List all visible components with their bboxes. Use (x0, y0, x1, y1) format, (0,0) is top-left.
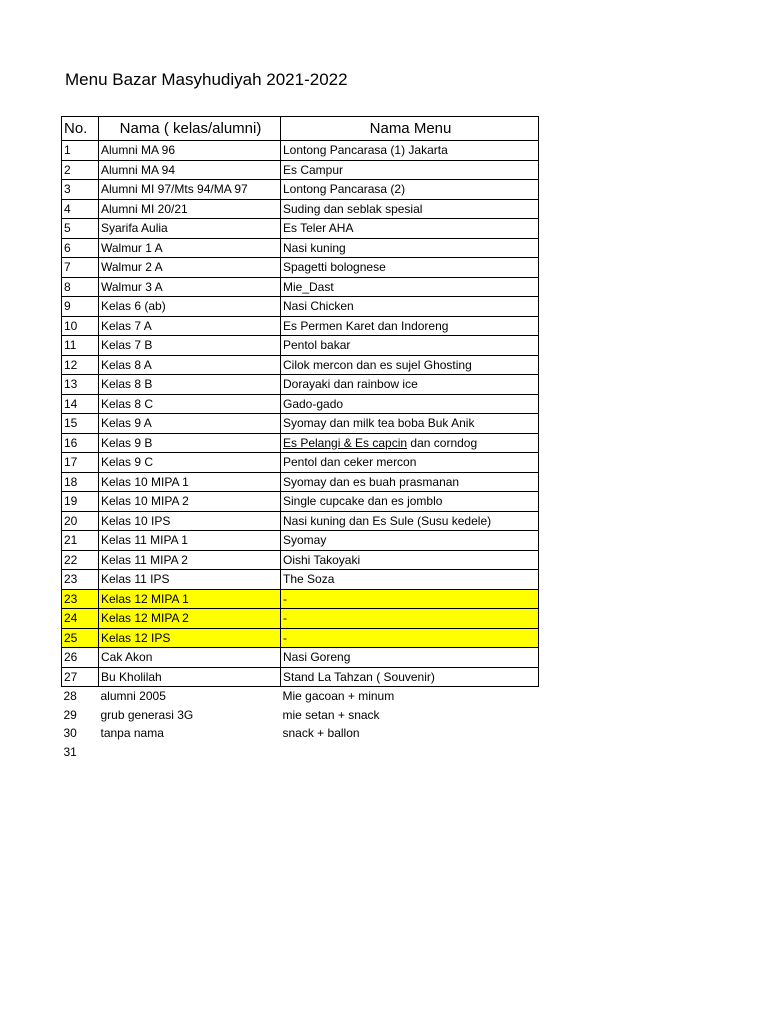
cell-menu: - (281, 609, 539, 629)
table-row (62, 160, 539, 180)
table-row (62, 511, 539, 531)
table-row (62, 492, 539, 512)
cell-menu: mie setan + snack (282, 707, 380, 722)
cell-nama: Kelas 8 A (99, 355, 281, 375)
table-row-unbordered (62, 706, 539, 725)
cell-nama: Syarifa Aulia (99, 219, 281, 239)
cell-menu (281, 743, 539, 762)
cell-menu-underlined: Es Pelangi & Es capcin (283, 435, 408, 450)
cell-no: 10 (62, 316, 99, 336)
cell-no: 6 (62, 238, 99, 258)
cell-menu: Oishi Takoyaki (281, 550, 539, 570)
cell-menu: snack + ballon (282, 726, 360, 741)
page-title: Menu Bazar Masyhudiyah 2021-2022 (65, 70, 348, 89)
cell-menu: Mie_Dast (281, 277, 539, 297)
cell-nama: Kelas 7 B (99, 336, 281, 356)
cell-no: 8 (62, 277, 99, 297)
cell-menu: Nasi Goreng (281, 648, 539, 668)
header-nama: Nama ( kelas/alumni) (99, 117, 281, 141)
cell-no: 24 (62, 609, 99, 629)
cell-nama: Alumni MI 97/Mts 94/MA 97 (99, 180, 281, 200)
cell-no: 27 (62, 667, 99, 687)
cell-nama: Kelas 6 (ab) (99, 297, 281, 317)
cell-nama: Walmur 3 A (99, 277, 281, 297)
table-row-unbordered (62, 687, 539, 706)
table-row (62, 180, 539, 200)
cell-no: 13 (62, 375, 99, 395)
table-row (62, 667, 539, 687)
cell-menu: Es Teler AHA (281, 219, 539, 239)
cell-menu: Cilok mercon dan es sujel Ghosting (281, 355, 539, 375)
cell-menu: Syomay dan milk tea boba Buk Anik (281, 414, 539, 434)
cell-menu: Gado-gado (281, 394, 539, 414)
cell-no: 1 (62, 141, 99, 161)
table-row (62, 394, 539, 414)
cell-nama: Kelas 9 C (99, 453, 281, 473)
cell-menu: Spagetti bolognese (281, 258, 539, 278)
cell-no: 4 (62, 199, 99, 219)
cell-nama: Kelas 9 B (99, 433, 281, 453)
cell-nama (99, 743, 281, 762)
cell-menu: Stand La Tahzan ( Souvenir) (281, 667, 539, 687)
table-row (62, 238, 539, 258)
cell-nama: Kelas 11 MIPA 1 (99, 531, 281, 551)
cell-menu: Pentol dan ceker mercon (281, 453, 539, 473)
cell-nama: Kelas 11 MIPA 2 (99, 550, 281, 570)
cell-no: 14 (62, 394, 99, 414)
cell-nama: Walmur 2 A (99, 258, 281, 278)
table-row (62, 453, 539, 473)
cell-no: 7 (62, 258, 99, 278)
table-row (62, 472, 539, 492)
cell-no: 29 (63, 707, 77, 722)
cell-no: 31 (63, 744, 77, 759)
cell-nama: Kelas 8 C (99, 394, 281, 414)
table-row-highlighted (62, 628, 539, 648)
cell-no: 15 (62, 414, 99, 434)
cell-no: 3 (62, 180, 99, 200)
cell-nama: Bu Kholilah (99, 667, 281, 687)
header-no: No. (62, 117, 99, 141)
table-row (62, 258, 539, 278)
cell-nama: Walmur 1 A (99, 238, 281, 258)
table-row-highlighted (62, 609, 539, 629)
header-menu: Nama Menu (281, 117, 539, 141)
table-row (62, 336, 539, 356)
cell-menu-rest: dan corndog (407, 435, 478, 450)
cell-no: 28 (63, 689, 77, 704)
cell-menu: Dorayaki dan rainbow ice (281, 375, 539, 395)
table-row (62, 199, 539, 219)
cell-no: 12 (62, 355, 99, 375)
cell-nama: Alumni MI 20/21 (99, 199, 281, 219)
cell-menu: Es Campur (281, 160, 539, 180)
cell-nama: Alumni MA 94 (99, 160, 281, 180)
table-row (62, 414, 539, 434)
table-row-unbordered (62, 743, 539, 762)
table-row (62, 570, 539, 590)
cell-no: 18 (62, 472, 99, 492)
cell-menu: Suding dan seblak spesial (281, 199, 539, 219)
cell-menu: Lontong Pancarasa (1) Jakarta (281, 141, 539, 161)
cell-no: 30 (63, 726, 77, 741)
cell-no: 19 (62, 492, 99, 512)
cell-nama: Kelas 11 IPS (99, 570, 281, 590)
table-row-highlighted (62, 589, 539, 609)
cell-nama: Kelas 7 A (99, 316, 281, 336)
menu-table (61, 116, 539, 761)
cell-nama: Kelas 9 A (99, 414, 281, 434)
table-row-unbordered (62, 724, 539, 743)
table-row (62, 297, 539, 317)
cell-nama: tanpa nama (100, 726, 164, 741)
cell-menu: Syomay dan es buah prasmanan (281, 472, 539, 492)
cell-no: 21 (62, 531, 99, 551)
cell-menu: Lontong Pancarasa (2) (281, 180, 539, 200)
cell-no: 25 (62, 628, 99, 648)
cell-menu: The Soza (281, 570, 539, 590)
cell-menu: Mie gacoan + minum (282, 689, 395, 704)
cell-nama: alumni 2005 (100, 689, 166, 704)
table-row (62, 531, 539, 551)
cell-nama: Kelas 12 IPS (99, 628, 281, 648)
cell-no: 16 (62, 433, 99, 453)
cell-menu: Nasi kuning dan Es Sule (Susu kedele) (281, 511, 539, 531)
table-row (62, 219, 539, 239)
cell-nama: Kelas 12 MIPA 1 (99, 589, 281, 609)
cell-no: 20 (62, 511, 99, 531)
cell-no: 22 (62, 550, 99, 570)
cell-no: 11 (62, 336, 99, 356)
cell-no: 9 (62, 297, 99, 317)
cell-menu: Es Permen Karet dan Indoreng (281, 316, 539, 336)
table-row (62, 433, 539, 453)
cell-nama: Kelas 12 MIPA 2 (99, 609, 281, 629)
cell-nama: Kelas 10 IPS (99, 511, 281, 531)
cell-nama: Kelas 10 MIPA 1 (99, 472, 281, 492)
table-header-row (62, 117, 539, 141)
cell-menu: Syomay (281, 531, 539, 551)
cell-menu: Nasi Chicken (281, 297, 539, 317)
cell-menu (281, 433, 539, 453)
cell-no: 17 (62, 453, 99, 473)
cell-menu: Nasi kuning (281, 238, 539, 258)
cell-nama: Kelas 10 MIPA 2 (99, 492, 281, 512)
cell-menu: Single cupcake dan es jomblo (281, 492, 539, 512)
table-row (62, 277, 539, 297)
table-row (62, 316, 539, 336)
cell-nama: Cak Akon (99, 648, 281, 668)
table-row (62, 550, 539, 570)
cell-no: 23 (62, 589, 99, 609)
table-row (62, 375, 539, 395)
table-row (62, 648, 539, 668)
cell-nama: Kelas 8 B (99, 375, 281, 395)
cell-nama: grub generasi 3G (100, 707, 194, 722)
cell-nama: Alumni MA 96 (99, 141, 281, 161)
cell-menu: - (281, 628, 539, 648)
cell-no: 5 (62, 219, 99, 239)
cell-no: 23 (62, 570, 99, 590)
table-row (62, 355, 539, 375)
cell-menu: - (281, 589, 539, 609)
cell-no: 26 (62, 648, 99, 668)
cell-menu: Pentol bakar (281, 336, 539, 356)
table-row (62, 141, 539, 161)
cell-no: 2 (62, 160, 99, 180)
